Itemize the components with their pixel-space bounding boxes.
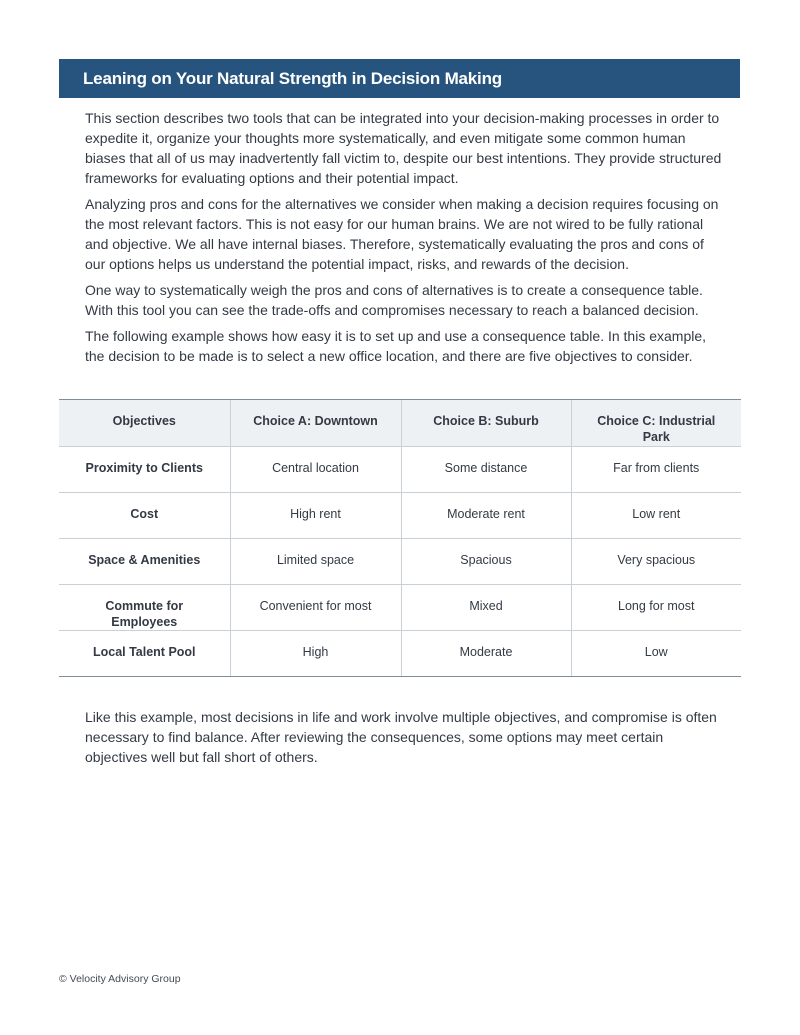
- section-title: Leaning on Your Natural Strength in Decision Making: [83, 68, 502, 88]
- intro-paragraph: The following example shows how easy it is to set up and use a consequence table. In this example, the decision to be made is to select a new office location, and there are five objectives to consider.: [85, 328, 707, 364]
- table-row: [59, 493, 741, 539]
- table-cell: Spacious: [401, 539, 571, 585]
- table-cell: Low: [571, 631, 741, 677]
- table-cell: Limited space: [230, 539, 401, 585]
- table-header-row: [59, 400, 741, 447]
- objective-cell: Local Talent Pool: [59, 631, 230, 677]
- header-choice-b: Choice B: Suburb: [401, 400, 571, 447]
- consequence-table: [59, 399, 741, 677]
- table-cell: Very spacious: [571, 539, 741, 585]
- intro-paragraph: This section describes two tools that can be integrated into your decision-making processes in order to expedite it, organize your thoughts more systematically, and even mitigate some common human biases that all of us may inadvertently fall victim to, despite our best intentions. They provide structured frameworks for evaluating options and their potential impact.: [85, 110, 722, 186]
- table-row: [59, 631, 741, 677]
- table-cell: Low rent: [571, 493, 741, 539]
- objective-cell: Proximity to Clients: [59, 447, 230, 493]
- table-cell: Central location: [230, 447, 401, 493]
- header-objectives: Objectives: [59, 400, 230, 447]
- table-cell: Long for most: [571, 585, 741, 631]
- header-choice-a: Choice A: Downtown: [230, 400, 401, 447]
- table-cell: Far from clients: [571, 447, 741, 493]
- table-cell: Mixed: [401, 585, 571, 631]
- objective-cell: Commute for Employees: [59, 585, 230, 631]
- table-row: [59, 539, 741, 585]
- table-row: [59, 585, 741, 631]
- table-cell: High: [230, 631, 401, 677]
- table-cell: Convenient for most: [230, 585, 401, 631]
- intro-paragraph: Analyzing pros and cons for the alternatives we consider when making a decision requires focusing on the most relevant factors. This is not easy for our human brains. We are not wired to be fully rational and objective. We all have internal biases. Therefore, systematically evaluating the pros and cons of our options helps us understand the potential impact, risks, and rewards of the decision.: [85, 196, 719, 272]
- table-cell: Moderate: [401, 631, 571, 677]
- table-cell: High rent: [230, 493, 401, 539]
- closing-paragraph: Like this example, most decisions in life and work involve multiple objectives, and compromise is often necessary to find balance. After reviewing the consequences, some options may meet certain objectives well but fall short of others.: [85, 709, 717, 765]
- section-header-banner: [59, 59, 740, 98]
- table-row: [59, 447, 741, 493]
- objective-cell: Space & Amenities: [59, 539, 230, 585]
- table-cell: Some distance: [401, 447, 571, 493]
- objective-cell: Cost: [59, 493, 230, 539]
- header-choice-c: Choice C: Industrial Park: [571, 400, 741, 447]
- table-cell: Moderate rent: [401, 493, 571, 539]
- copyright-footer: © Velocity Advisory Group: [59, 973, 181, 985]
- intro-paragraph: One way to systematically weigh the pros and cons of alternatives is to create a consequence table. With this tool you can see the trade-offs and compromises necessary to reach a balanced decision.: [85, 282, 703, 318]
- intro-text: [85, 108, 725, 372]
